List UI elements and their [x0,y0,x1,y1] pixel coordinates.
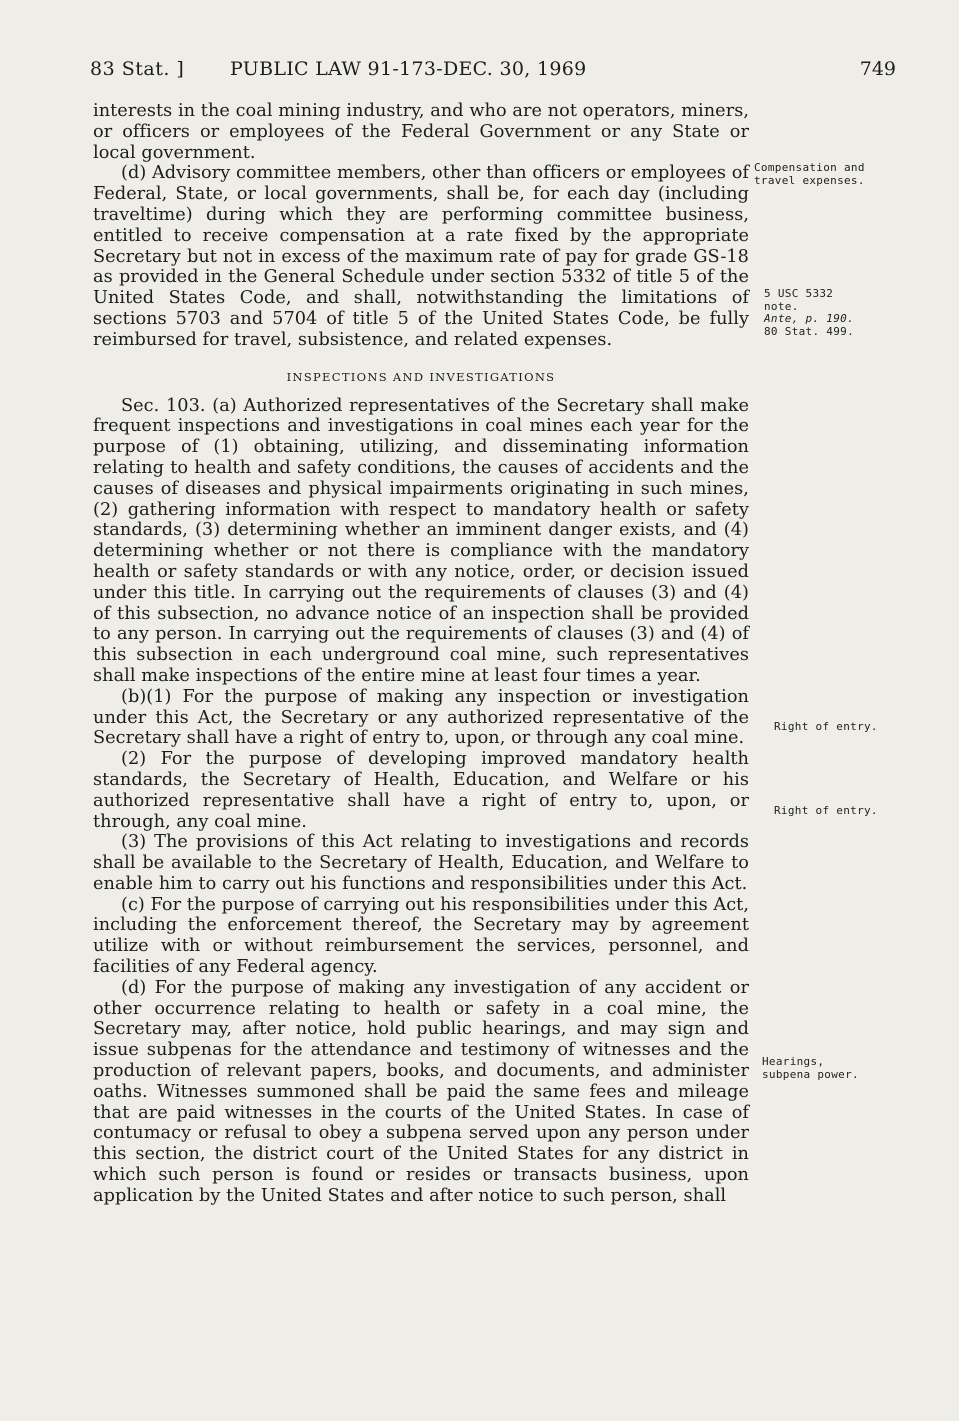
running-title: PUBLIC LAW 91-173-DEC. 30, 1969 [230,58,587,80]
paragraph-continuation: interests in the coal mining industry, and who are not operators, miners, or officers or employees of the Federal Government or any State or local government. [93,101,749,163]
main-text-column [93,101,749,1207]
page-header [90,55,896,83]
paragraph-c: (c) For the purpose of carrying out his responsibilities under this Act, including the enforcement thereof, the Secretary may by agreement utilize with or without reimbursement the services, personnel, and facilities of any Federal agency. [93,894,749,978]
margin-note-citations [764,288,874,338]
margin-note-hearings: Hearings, subpena power. [762,1055,859,1081]
paragraph-compensation: (d) Advisory committee members, other than officers or employees of Federal, State, or local governments, shall be, for each day (including traveltime) during which they are performing committee business, entitled to receive compensation at a rate fixed by the appropriate Secretary but not in excess of the maximum rate of pay for grade GS-18 as provided in the General Schedule under section 5332 of title 5 of the United States Code, and shall, notwithstanding the limitations of sections 5703 and 5704 of title 5 of the United States Code, be fully reimbursed for travel, subsistence, and related expenses. [93,163,749,350]
page-number: 749 [859,58,896,80]
statute-reference: 83 Stat. ] [90,58,185,80]
citation-ante: Ante, p. 190. [764,312,854,325]
paragraph-b-1: (b)(1) For the purpose of making any inspection or investigation under this Act, the Secretary or any authorized representative of the Secretary shall have a right of entry to, upon, or through any coal mine. [93,686,749,749]
paragraph-sec-103-a: Sec. 103. (a) Authorized representatives of the Secretary shall make frequent inspections and investigations in coal mines each year for the purpose of (1) obtaining, utilizing, and disseminating information relating to health and safety conditions, the causes of accidents and the causes of diseases and physical impairments originating in such mines, (2) gathering information with respect to mandatory health or safety standards, (3) determining whether an imminent danger exists, and (4) determining whether or not there is compliance with the mandatory health or safety standards or with any notice, order, or decision issued under this title. In carrying out the requirements of clauses (3) and (4) of this subsection, no advance notice of an inspection shall be provided to any person. In carrying out the requirements of clauses (3) and (4) of this subsection in each underground coal mine, such representatives shall make inspections of the entire mine at least four times a year. [93,395,749,686]
paragraph-b-3: (3) The provisions of this Act relating to investigations and records shall be available to the Secretary of Health, Education, and Welfare to enable him to carry out his functions and responsibilities under this Act. [93,832,749,894]
paragraph-b-2: (2) For the purpose of developing improved mandatory health standards, the Secretary of Health, Education, and Welfare or his authorized representative shall have a right of entry to, upon, or through, any coal mine. [93,749,749,832]
section-heading: INSPECTIONS AND INVESTIGATIONS [286,369,556,384]
margin-note-right-of-entry-1: Right of entry. [774,720,878,733]
citation-usc: 5 USC 5332 note. [764,287,834,313]
margin-note-right-of-entry-2: Right of entry. [774,804,878,817]
margin-note-compensation: Compensation and travel expenses. [754,161,865,187]
citation-stat: 80 Stat. 499. [764,324,854,338]
paragraph-d: (d) For the purpose of making any investigation of any accident or other occurrence relating to health or safety in a coal mine, the Secretary may, after notice, hold public hearings, and may sign and issue subpenas for the attendance and testimony of witnesses and the production of relevant papers, books, and documents, and administer oaths. Witnesses summoned shall be paid the same fees and mileage that are paid witnesses in the courts of the United States. In case of contumacy or refusal to obey a subpena served upon any person under this section, the district court of the United States for any district in which such person is found or resides or transacts business, upon application by the United States and after notice to such person, shall [93,977,749,1206]
